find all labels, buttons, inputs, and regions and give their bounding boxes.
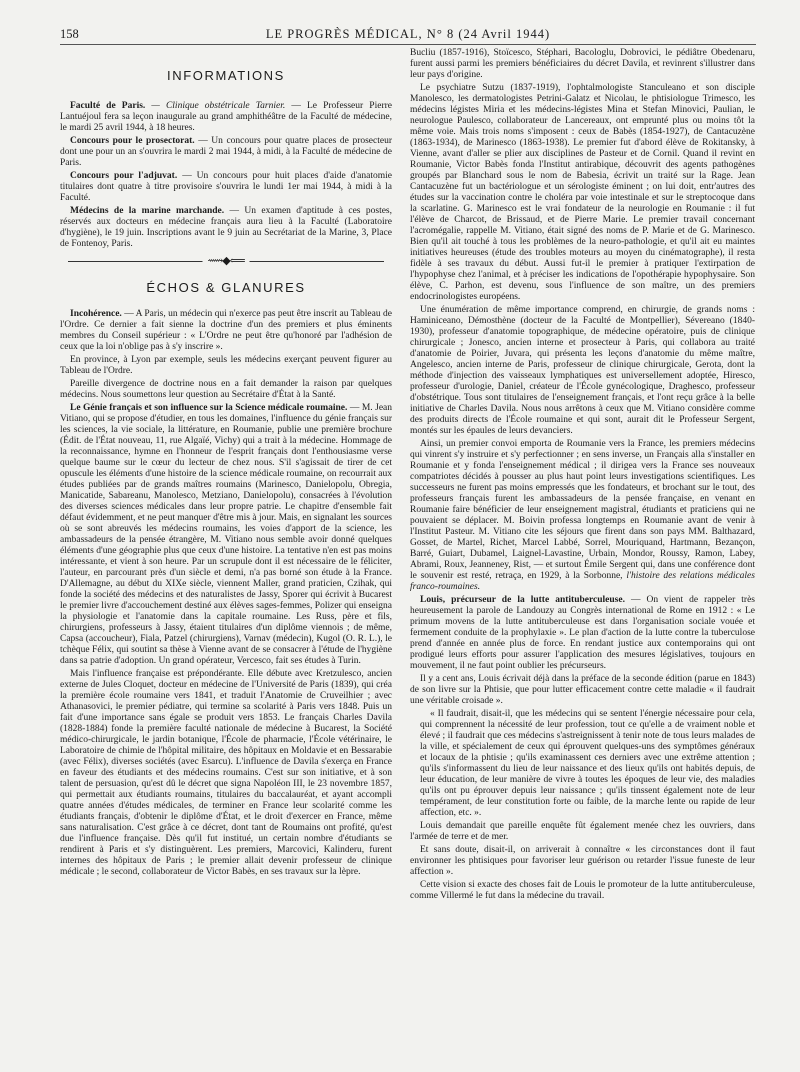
left-column [60,56,392,1056]
article-text: — Le Professeur Pierre Lantuéjoul fera sa leçon inaugurale au grand amphithéâtre de la Faculté de médecine, le mardi 25 avril 1944, à 18 heures. [60,101,392,133]
article-text: — On vient de rappeler très heureusement la parole de Landouzy au Congrès international de Rome en 1912 : « Le primum movens de la lutte antituberculeuse est dans l'organisation sociale vouée et fermement conduite de la prophylaxie ». Le plan d'action de la lutte contre la tuberculose prend d'année en année plus de force. En rendant justice aux contemporains qui ont prodigué leurs efforts pour assurer l'application des mesures législatives, toujours en mouvement, il ne faut point oublier les précurseurs. [410,595,755,671]
article-paragraph [410,674,755,707]
article-text: Mais l'influence française est prépondérante. Elle débute avec Kretzulesco, ancien externe de Jules Cloquet, docteur en médecine de l'Université de Paris (1839), qui créa la première école roumaine vers 1841, et traduit l'Anatomie de Cruveilhier ; avec Athanasovici, le premier pédiatre, qui termine sa scolarité à Paris vers 1848. Puis un fait d'une importance sans égale se produit vers 1853. Le français Charles Davila (1828-1884) fonde la première faculté nationale de médecine à Bucarest, la Société médico-chirurgicale, le jardin botanique, l'École de pharmacie, l'École vétérinaire, le Laboratoire de chimie de l'hôpital militaire, des hôpitaux en Moldavie et en Bessarabie (avec Félix), diverses sociétés (avec Esarcu). L'influence de Davila s'exerça en France en faveur des étudiants et des médecins roumains. C'est sur son initiative, et à son talent de persuasion, qu'est dû le décret que signa Napoléon III, le 23 novembre 1857, qui permettait aux étudiants roumains, titulaires du baccalauréat, et ayant accompli quatre années d'études médicales, de terminer en France leur scolarité comme les étudiants français, d'obtenir le diplôme d'État, et le droit d'exercer en France, même sans naturalisation. C'est grâce à ce décret, dont tant de Roumains ont profité, qu'est due l'influence française. Dès qu'il fut institué, un certain nombre d'étudiants se rendirent à Paris et s'y distinguèrent. Les premiers, Marcovici, Kalinderu, furent internes des hôpitaux de Paris ; le premier allait devenir professeur de clinique médicale ; le second, collaborateur de Victor Babès, en ses travaux sur la lèpre. [60,669,392,877]
article-paragraph [60,355,392,377]
article-heading: Médecins de la marine marchande. [70,206,225,216]
echos-items [60,309,392,878]
article-text: En province, à Lyon par exemple, seuls les médecins exerçant peuvent figurer au Tableau de l'Ordre. [60,355,392,376]
article-paragraph [60,403,392,667]
article-text: — Un concours pour quatre places de prosecteur dont une pour un an s'ouvrira le mardi 2 mai 1944, à midi, à la Faculté de médecine de Paris. [60,136,392,168]
article-text: Cette vision si exacte des choses fait de Louis le promoteur de la lutte antituberculeuse, comme Villermé le fut dans la médecine du travail. [410,880,755,901]
section-title-informations: INFORMATIONS [167,68,285,83]
article-paragraph [410,305,755,437]
article-text: Bucliu (1857-1916), Stoïcesco, Stéphari, Bacologlu, Dobrovici, le pédiâtre Obedenaru, furent aussi parmi les premiers bénéficiaires du décret Davila, et revinrent s'illustrer dans leur pays d'origine. [410,48,755,80]
article-text: Une énumération de même importance comprend, en chirurgie, de grands noms : Haminiceano, Démosthène (docteur de la Faculté de Montpellier), Sévereano (1840-1930), professeur d'anatomie topographique, de médecine opératoire, puis de clinique chirurgicale ; Jonesco, ancien interne et prosecteur à Paris, qui collabora au traité d'anatomie de Poirier, Juvara, qui présenta les leçons d'anatomie du même maître, Angelesco, ancien interne de Paris, professeur de clinique chirurgicale, Gerota, dont la méthode d'injection des vaisseaux lymphatiques est universellement adoptée, Hiresco, professeur d'urologie, Daniel, créateur de l'École gynécologique, Draghesco, professeur d'obstétrique. Tous sont titulaires de l'enseignement français, et l'ont reçu grâce à la belle initiative de Charles Davila. Nous nous arrêtons à ceux que M. Vitiano considère comme des produits directs de l'École roumaine et qui sont, aurait dit le Professeur Sergent, montés sur les épaules de leurs devanciers. [410,305,755,436]
article-paragraph [410,48,755,81]
running-header [60,26,756,45]
article-text: — Un examen d'aptitude à ces postes, réservés aux docteurs en médecine français aura lieu à la Faculté (Laboratoire d'hygiène), le 19 juin. Inscriptions avant le 9 juin au Secrétariat de la Marine, 3, Place de Fontenoy, Paris. [60,206,392,249]
informations-items [60,101,392,250]
article-italic-text: l'histoire des relations médicales franco-roumaines. [410,571,755,592]
article-text: Le psychiatre Sutzu (1837-1919), l'ophtalmologiste Stanculeano et son disciple Manolesco, les dermatologistes Petrini-Galatz et Nicolau, le phtisiologue Trimesco, les médecins légistes Miria et les médecins-légistes Mina et Stefan Minovici, Paulian, le neurologue Paulesco, collaborateur de Lancereaux, ont emprunté plus ou moins tôt la même voie. Mais trois noms s'imposent : ceux de Babès (1854-1927), de Cantacuzène (1863-1934), de Marinesco (1863-1938). Le premier fut d'abord élève de Rokitansky, à Vienne, avant d'aller se plier aux disciplines de Pasteur et de Cornil. Quand il revint en Roumanie, Victor Babès fonda l'Institut antirabique, découvrit des agents pathogènes groupés par Blanchard sous le nom de Babesia, écrivit un traité sur la Rage. Jean Cantacuzène fut un bactériologue et un sérologiste éminent ; on lui doit, entr'autres des études sur la vaccination contre le choléra par voie intestinale et sur le streptocoque dans la scarlatine. G. Marinesco est le vrai fondateur de la neurologie en Roumanie : il fut l'élève de Charcot, de Brissaud, et de Pierre Marie. Le premier travail concernant l'acromégalie, rappelle M. Vitiano, était signé des noms de P. Marie et de G. Marinesco. Bien qu'il ait touché à tous les problèmes de la neuro-pathologie, et qu'il ait eu maintes initiatives heureuses (étude des troubles moteurs au moyen du cinématographe), il resta fidèle à ses travaux du début. Aussi fut-il le premier à pratiquer l'extirpation de l'hypophyse chez l'animal, et à préciser les indications de l'opothérapie hypophysaire. Son élève, C. Parhon, est devenu, sous l'influence de son maître, un des premiers endocrinologistes européens. [410,83,755,302]
article-text: Et sans doute, disait-il, on arriverait à connaître « les circonstances dont il faut environner les phtisiques pour favoriser leur guérison ou retarder l'issue funeste de leur affection ». [410,845,755,877]
article-heading: Faculté de Paris. [70,101,146,111]
article-paragraph [60,379,392,401]
article-text: Pareille divergence de doctrine nous en a fait demander la raison par quelques médecins. Nous soumettons leur question au Secrétaire d'État à la Santé. [60,379,392,400]
article-paragraph [410,83,755,303]
article-text: — A Paris, un médecin qui n'exerce pas peut être inscrit au Tableau de l'Ordre. Ce dernier a fait sienne la doctrine d'un des premiers et plus éminents membres du Conseil supérieur : « L'Ordre ne peut être qu'honoré par l'adhésion de ceux que la loi n'oblige pas à s'y inscrire ». [60,309,392,352]
section-title-echos: ÉCHOS & GLANURES [146,280,306,295]
article-paragraph [60,669,392,878]
article-text: Ainsi, un premier convoi emporta de Roumanie vers la France, les premiers médecins qui vinrent s'y instruire et s'y perfectionner ; en sens inverse, un Français alla s'installer en Roumanie et y fonda l'enseignement médical ; il dirigea vers la France ses nouveaux compatriotes décidés à pousser au plus haut point leurs investigations scientifiques. Les successeurs ne furent pas moins empressés que les fondateurs, et brochant sur le tout, des professeurs français furent les ambassadeurs de la pensée française, en venant en Roumanie faire bénéficier de leur enseignement magistral, étudiants et praticiens qui ne pouvaient se déplacer. M. Boivin professa longtemps en Roumanie avant de venir à l'Institut Pasteur. M. Vitiano cite les séjours que firent dans son pays MM. Balthazard, Gosset, de Martel, Richet, Marcel Labbé, Sorrel, Mouriquand, Hartmann, Bezançon, Barré, Guiart, Dubamel, Laignel-Lavastine, Urbain, Mondor, Roussy, Ramon, Labey, Abrami, Roux, Jeanneney, Rist, — et surtout Émile Sergent qui, dans une conférence dont le souvenir est resté, retraça, en 1929, à la Sorbonne, [410,439,755,581]
article-paragraph [410,439,755,593]
article-paragraph [60,171,392,204]
article-paragraph [410,880,755,902]
article-paragraph [60,309,392,353]
article-heading: Le Génie français et son influence sur la Science médicale roumaine. [70,403,348,413]
article-heading: Louis, précurseur de la lutte antituberculeuse. [420,595,625,605]
article-heading: Concours pour l'adjuvat. [70,171,178,181]
article-text: Il y a cent ans, Louis écrivait déjà dans la préface de la seconde édition (parue en 1843) de son livre sur la Phtisie, que pour lutter efficacement contre cette maladie « il faudrait une véritable croisade ». [410,674,755,706]
running-title: LE PROGRÈS MÉDICAL, N° 8 (24 Avril 1944) [265,27,551,41]
article-heading: Concours pour le prosectorat. [70,136,195,146]
page-number: 158 [60,27,79,41]
article-paragraph [410,595,755,672]
right-column-paragraphs [410,48,755,902]
article-subheading: — Clinique obstétricale Tarnier. [145,101,286,111]
article-heading: Incohérence. [70,309,122,319]
article-paragraph [410,821,755,843]
article-text: Louis demandait que pareille enquête fût également menée chez les ouvriers, dans l'armée de terre et de mer. [410,821,755,842]
article-paragraph [410,845,755,878]
article-paragraph [60,136,392,169]
article-paragraph [60,101,392,134]
ornamental-divider: ⟿◆⟸ [60,254,392,268]
article-text: — M. Jean Vitiano, qui se propose d'étudier, en tous les domaines, l'influence du génie français sur les sciences, la vie sociale, la littérature, en Roumanie, publie une première brochure (Édit. de l'État nouveau, 11, rue Algaïé, Vichy) qui a trait à la médecine. Hommage de la reconnaissance, hymne en l'honneur de l'esprit français dont l'enthousiasme verse quelque baume sur le cœur du lecteur de chez nous. S'il s'agissait de tirer de cet opuscule les éléments d'une histoire de la science médicale roumaine, on recourrait aux études publiées par de grands maîtres roumains (Marinesco, Danielopolu, Obregia, Manicatide, Sabareanu, Manolesco, Metziano, Danielopolu), consacrées à l'évolution des diverses sciences médicales dans leur propre patrie. Le chapitre d'ensemble fait défaut évidemment, et ne peut manquer d'être mis à jour. Mais, en signalant les sources où se sont abreuvés les médecins roumains, les voies d'apport de la science, les ambassadeurs de la pensée étrangère, M. Vitiano nous semble avoir donné quelques éléments d'une géographie plus que ceux d'une histoire. La tentative n'en est pas moins intéressante, et vient à son heure. Par un scrupule dont il est nécessaire de le féliciter, l'auteur, en parcourant près d'un siècle et demi, n'a pas borné son étude à la France. D'Allemagne, au début du XIXe siècle, viennent Maller, grand praticien, Czihak, qui fonde la société des médecins et des naturalistes de Jassy, Sporer qui écrivit à Bucarest le premier livre d'accouchement destiné aux élèves sages-femmes, Polizer qui enseigna la physiologie et l'anatomie dans la capitale roumaine. Les Russ, père et fils, chirurgiens, professeurs à Jassy, étaient titulaires d'un diplôme viennois ; de même, Capsa (accoucheur), Fiala, Patzel (chirurgiens), Varnav (médecin), Kugol (O. R. L.), le tchèque Félix, qui soutint sa thèse à Vienne avant de se consacrer à l'étude de l'hygiène dans sa patrie d'adoption. Un grand opérateur, Vercesco, fait ses études à Turin. [60,403,392,666]
article-text: « Il faudrait, disait-il, que les médecins qui se sentent l'énergie nécessaire pour cela, qui comprennent la nécessité de leur profession, tout ce qu'elle a de vraiment noble et élevé ; il faudrait que ces médecins s'astreignissent à tenir note de tous leurs malades de la ville, et spécialement de ceux qui éprouvent quelques-uns des symptômes généraux et locaux de la phtisie ; qu'ils examinassent ces derniers avec une extrême attention ; qu'ils s'informassent du lieu de leur naissance et des lieux qu'ils ont habités depuis, de leur éducation, de leur manière de vivre à toutes les époques de leur vie, des maladies qu'ils ont pu éprouver depuis leur naissance ; qu'ils tinssent également note de leur tempérament, de leur constitution forte ou faible, de la marche lente ou rapide de leur affection, etc. ». [420,709,755,818]
right-column [410,48,755,1056]
article-paragraph [410,709,755,819]
article-paragraph [60,206,392,250]
article-text: — Un concours pour huit places d'aide d'anatomie titulaires dont quatre à titre provisoire s'ouvrira le lundi 1er mai 1944, à midi à la Faculté. [60,171,392,203]
